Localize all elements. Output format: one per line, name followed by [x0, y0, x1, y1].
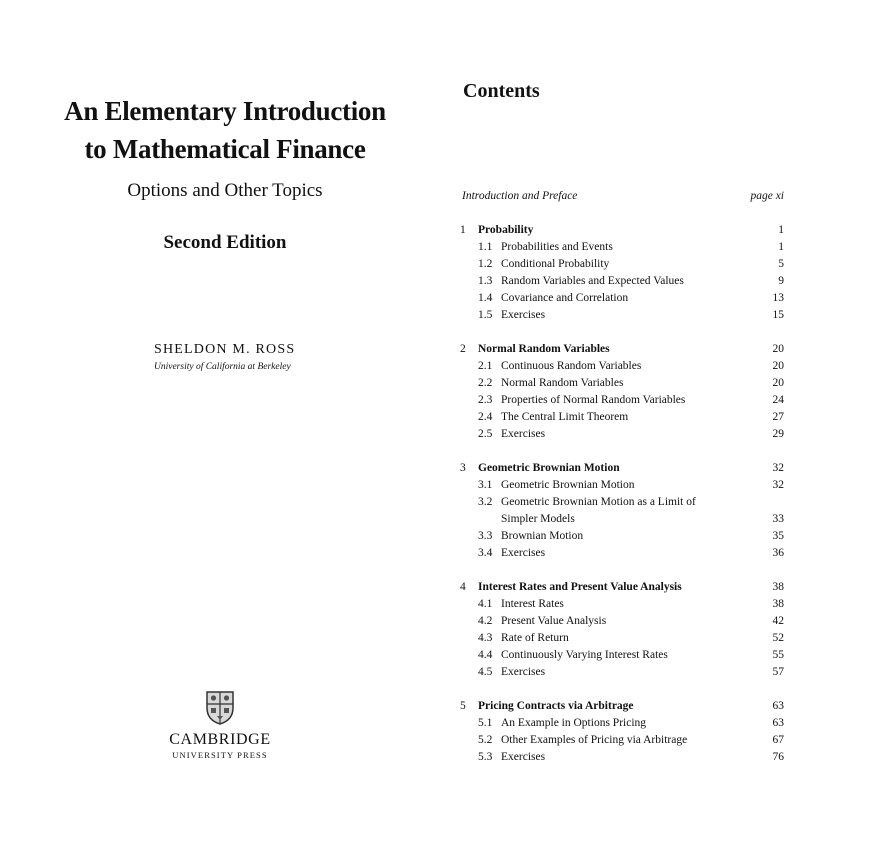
- contents-heading: Contents: [463, 80, 540, 102]
- section-page: 24: [772, 394, 784, 406]
- book-subtitle: Options and Other Topics: [127, 180, 323, 201]
- chapter-number: 2: [460, 343, 466, 355]
- section-title: The Central Limit Theorem: [501, 411, 629, 423]
- section-number: 1.3: [478, 275, 493, 287]
- section-page: 33: [772, 513, 784, 525]
- section-row: [460, 273, 784, 290]
- section-page: 42: [772, 615, 784, 627]
- section-number: 4.2: [478, 615, 493, 627]
- section-title: Exercises: [501, 547, 546, 559]
- section-title: Continuously Varying Interest Rates: [501, 649, 668, 661]
- section-title: Present Value Analysis: [501, 615, 607, 627]
- section-number: 1.5: [478, 309, 493, 321]
- section-page: 52: [772, 632, 784, 644]
- chapter-number: 4: [460, 581, 466, 593]
- chapter-4: [460, 579, 784, 681]
- section-row: [460, 545, 784, 562]
- chapter-title: Normal Random Variables: [478, 343, 610, 355]
- section-page: 13: [772, 292, 784, 304]
- section-number: 2.5: [478, 428, 493, 440]
- section-title: Random Variables and Expected Values: [501, 275, 684, 287]
- section-page: 55: [772, 649, 784, 661]
- chapter-row: [460, 579, 784, 596]
- section-page: 63: [772, 717, 784, 729]
- chapter-number: 3: [460, 462, 466, 474]
- author-name: SHELDON M. ROSS: [154, 342, 296, 357]
- section-number: 2.2: [478, 377, 493, 389]
- chapter-title: Geometric Brownian Motion: [478, 462, 620, 474]
- section-title: Geometric Brownian Motion as a Limit of: [501, 496, 696, 508]
- section-title: Covariance and Correlation: [501, 292, 629, 304]
- section-number: 4.3: [478, 632, 493, 644]
- book-title-line-1: An Elementary Introduction: [64, 96, 386, 126]
- section-number: 2.4: [478, 411, 493, 423]
- table-of-contents: [460, 222, 784, 783]
- section-page: 67: [772, 734, 784, 746]
- section-row: [460, 477, 784, 494]
- section-page: 35: [772, 530, 784, 542]
- section-row: [460, 749, 784, 766]
- section-title: Brownian Motion: [501, 530, 584, 542]
- section-title: Exercises: [501, 666, 546, 678]
- section-number: 4.4: [478, 649, 493, 661]
- publisher-name: CAMBRIDGE: [169, 731, 271, 748]
- chapter-row: [460, 222, 784, 239]
- section-number: 3.1: [478, 479, 493, 491]
- section-title: Interest Rates: [501, 598, 564, 610]
- section-title: Probabilities and Events: [501, 241, 613, 253]
- section-number: 5.2: [478, 734, 493, 746]
- book-title: [60, 92, 390, 168]
- section-number: 4.5: [478, 666, 493, 678]
- chapter-title: Interest Rates and Present Value Analysis: [478, 581, 682, 593]
- contents-page: [440, 0, 870, 842]
- section-number: 3.3: [478, 530, 493, 542]
- section-number: 1.4: [478, 292, 493, 304]
- section-page: 20: [772, 360, 784, 372]
- section-number: 2.1: [478, 360, 493, 372]
- section-title: Exercises: [501, 309, 546, 321]
- chapter-number: 5: [460, 700, 466, 712]
- section-row: [460, 494, 784, 511]
- section-row: [460, 239, 784, 256]
- section-title: Geometric Brownian Motion: [501, 479, 635, 491]
- section-page: 38: [772, 598, 784, 610]
- chapter-page: 20: [772, 343, 784, 355]
- section-title: Exercises: [501, 428, 546, 440]
- section-title: Properties of Normal Random Variables: [501, 394, 686, 406]
- section-page: 29: [772, 428, 784, 440]
- section-page: 9: [778, 275, 784, 287]
- section-page: 1: [778, 241, 784, 253]
- chapter-page: 32: [772, 462, 784, 474]
- chapter-3: [460, 460, 784, 562]
- section-row: [460, 375, 784, 392]
- section-page: 15: [772, 309, 784, 321]
- section-page: 36: [772, 547, 784, 559]
- section-row: [460, 630, 784, 647]
- section-page: 27: [772, 411, 784, 423]
- chapter-title: Pricing Contracts via Arbitrage: [478, 700, 634, 712]
- section-row: [460, 528, 784, 545]
- intro-page: page xi: [750, 190, 784, 202]
- section-row: [460, 307, 784, 324]
- section-title: Simpler Models: [501, 513, 575, 525]
- section-page: 57: [772, 666, 784, 678]
- section-row: [460, 290, 784, 307]
- section-page: 5: [778, 258, 784, 270]
- section-row: [460, 664, 784, 681]
- section-row: [460, 358, 784, 375]
- intro-label: Introduction and Preface: [462, 190, 578, 202]
- section-title: Continuous Random Variables: [501, 360, 642, 372]
- section-row: [460, 392, 784, 409]
- section-row: [460, 256, 784, 273]
- section-row: [460, 715, 784, 732]
- section-title: Conditional Probability: [501, 258, 610, 270]
- section-page: 32: [772, 479, 784, 491]
- author-affiliation: University of California at Berkeley: [154, 362, 291, 372]
- section-row: [460, 647, 784, 664]
- chapter-title: Probability: [478, 224, 534, 236]
- chapter-page: 1: [778, 224, 784, 236]
- section-title: Rate of Return: [501, 632, 569, 644]
- intro-entry: [462, 190, 784, 202]
- section-title: Other Examples of Pricing via Arbitrage: [501, 734, 688, 746]
- section-number: 5.1: [478, 717, 493, 729]
- chapter-row: [460, 698, 784, 715]
- section-number: 3.2: [478, 496, 493, 508]
- book-title-line-2: to Mathematical Finance: [84, 134, 366, 164]
- section-number: 1.2: [478, 258, 493, 270]
- section-row: [460, 613, 784, 630]
- section-number: 3.4: [478, 547, 493, 559]
- section-number: 4.1: [478, 598, 493, 610]
- chapter-row: [460, 460, 784, 477]
- section-title: Normal Random Variables: [501, 377, 624, 389]
- section-number: 2.3: [478, 394, 493, 406]
- section-row: [460, 596, 784, 613]
- section-number: 1.1: [478, 241, 493, 253]
- section-title: An Example in Options Pricing: [501, 717, 647, 729]
- section-number: 5.3: [478, 751, 493, 763]
- chapter-page: 38: [772, 581, 784, 593]
- chapter-number: 1: [460, 224, 466, 236]
- chapter-5: [460, 698, 784, 766]
- section-title: Exercises: [501, 751, 546, 763]
- chapter-2: [460, 341, 784, 443]
- publisher-subtitle: UNIVERSITY PRESS: [172, 750, 268, 760]
- chapter-row: [460, 341, 784, 358]
- edition-label: Second Edition: [163, 232, 287, 253]
- chapter-1: [460, 222, 784, 324]
- section-row: [460, 732, 784, 749]
- section-row: [460, 409, 784, 426]
- cambridge-crest-icon: [205, 690, 235, 726]
- chapter-page: 63: [772, 700, 784, 712]
- section-page: 76: [772, 751, 784, 763]
- section-row: [460, 511, 784, 528]
- section-row: [460, 426, 784, 443]
- section-page: 20: [772, 377, 784, 389]
